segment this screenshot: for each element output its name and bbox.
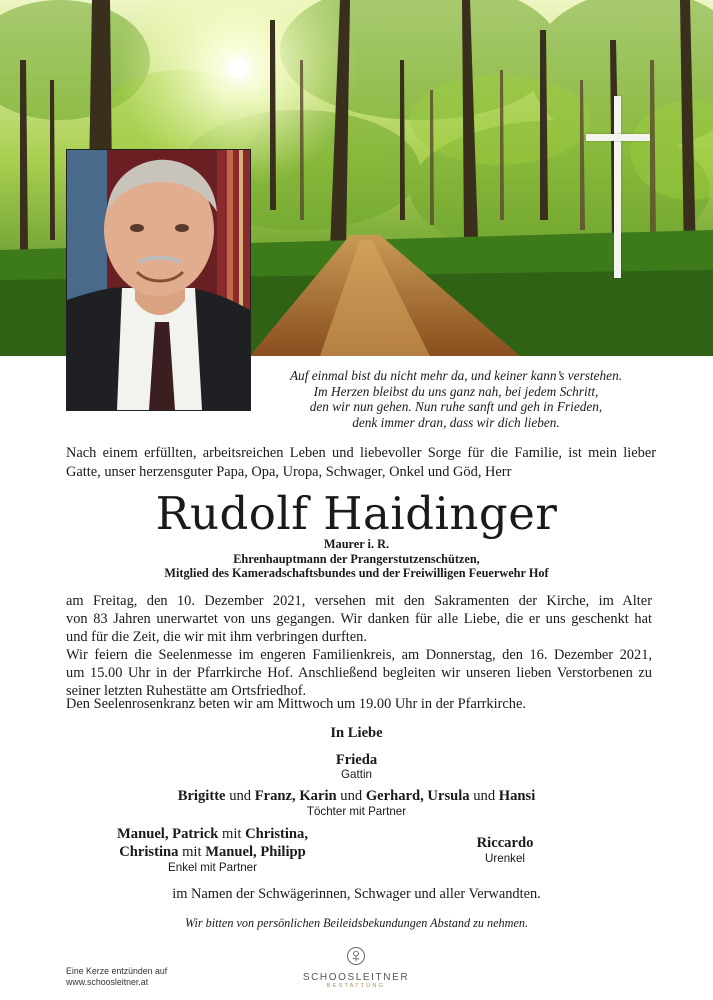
rosary-paragraph bbox=[66, 695, 652, 713]
grandchildren-line bbox=[100, 826, 325, 844]
poem-line: denk immer dran, dass wir dich lieben. bbox=[352, 414, 560, 430]
website-link[interactable]: www.schoosleitner.at bbox=[66, 977, 149, 987]
paragraph-line: von 83 Jahren unerwartet von uns gegangen. Wir danken für alle Liebe, die er uns geschenkt hat bbox=[66, 611, 652, 628]
poem-line: Im Herzen bleibst du uns ganz nah, bei jedem Schritt, bbox=[313, 383, 599, 399]
connector: mit bbox=[178, 843, 206, 860]
paragraph-line: am Freitag, den 10. Dezember 2021, versehen mit den Sakramenten der Kirche, im Alter bbox=[66, 593, 652, 609]
child-name: Gerhard, Ursula bbox=[365, 788, 470, 804]
grandchildren-block bbox=[100, 826, 325, 874]
children-role: Töchter mit Partner bbox=[306, 805, 407, 818]
great-grandchild-name: Riccardo bbox=[476, 835, 534, 851]
poem-line: Auf einmal bist du nicht mehr da, und keiner kann’s verstehen. bbox=[289, 368, 623, 383]
child-name: Franz, Karin bbox=[254, 788, 337, 804]
memorial-poem bbox=[250, 368, 662, 430]
rose-circle-icon bbox=[346, 946, 366, 966]
paragraph-line: und für die Zeit, die wir mit ihm verbringen durften. bbox=[66, 629, 367, 646]
grandchild-name: Manuel, Patrick bbox=[117, 826, 219, 842]
title-line: Ehrenhauptmann der Prangerstutzenschützen, bbox=[233, 551, 480, 566]
paragraph-line: seiner letzten Ruhestätte am Ortsfriedhof. bbox=[66, 683, 307, 700]
intro-text bbox=[66, 444, 656, 482]
cross-icon bbox=[586, 96, 650, 278]
great-grandchild-block bbox=[440, 835, 570, 865]
great-grandchild-role: Urenkel bbox=[485, 852, 525, 865]
brand-subtitle: BESTATTUNG bbox=[326, 983, 386, 989]
grandchild-name: Christina, bbox=[245, 826, 308, 842]
grandchildren-line bbox=[100, 844, 325, 862]
candle-note bbox=[66, 966, 167, 988]
title-line: Maurer i. R. bbox=[323, 537, 390, 551]
relatives-line: im Namen der Schwägerinnen, Schwager und aller Verwandten. bbox=[172, 886, 541, 902]
connector: und bbox=[469, 788, 499, 804]
condolence-request: Wir bitten von persönlichen Beileidsbekundungen Abstand zu nehmen. bbox=[185, 916, 528, 930]
funeral-mass-paragraph bbox=[66, 646, 652, 701]
candle-text: Eine Kerze entzünden auf bbox=[66, 966, 168, 976]
paragraph-line: Den Seelenrosenkranz beten wir am Mittwoch um 19.00 Uhr in der Pfarrkirche. bbox=[66, 696, 526, 712]
paragraph-line: um 15.00 Uhr in der Pfarrkirche Hof. Anschließend begleiten wir unseren lieben Verstorbenen zu bbox=[66, 665, 652, 682]
brand-name: SCHOOSLEITNER bbox=[302, 972, 410, 983]
child-name: Hansi bbox=[498, 788, 536, 804]
grandchildren-role: Enkel mit Partner bbox=[168, 861, 257, 874]
connector: mit bbox=[218, 826, 246, 842]
connector: und bbox=[336, 788, 366, 804]
poem-line: den wir nun gehen. Nun ruhe sanft und geh in Frieden, bbox=[309, 399, 603, 414]
intro-line: Nach einem erfüllten, arbeitsreichen Leben und liebevoller Sorge für die Familie, ist mein lieber bbox=[66, 445, 656, 461]
connector: und bbox=[225, 788, 255, 804]
deceased-titles bbox=[0, 537, 713, 581]
wife-name: Frieda bbox=[335, 752, 378, 768]
grandchild-name: Christina bbox=[119, 843, 179, 860]
intro-line: Gatte, unser herzensguter Papa, Opa, Uropa, Schwager, Onkel und Göd, Herr bbox=[66, 464, 512, 480]
paragraph-line: Wir feiern die Seelenmesse im engeren Familienkreis, am Donnerstag, den 16. Dezember 2021, bbox=[66, 647, 652, 663]
grandchild-name: Manuel, Philipp bbox=[205, 843, 306, 860]
funeral-home-logo bbox=[300, 946, 412, 989]
death-notice-paragraph bbox=[66, 592, 652, 647]
title-line: Mitglied des Kameradschaftsbundes und der Freiwilligen Feuerwehr Hof bbox=[164, 566, 549, 581]
children-names bbox=[0, 788, 713, 805]
wife-role: Gattin bbox=[341, 768, 372, 781]
in-love-heading: In Liebe bbox=[330, 725, 383, 741]
portrait-photo bbox=[66, 149, 251, 411]
deceased-name: Rudolf Haidinger bbox=[155, 487, 558, 540]
child-name: Brigitte bbox=[177, 788, 226, 804]
